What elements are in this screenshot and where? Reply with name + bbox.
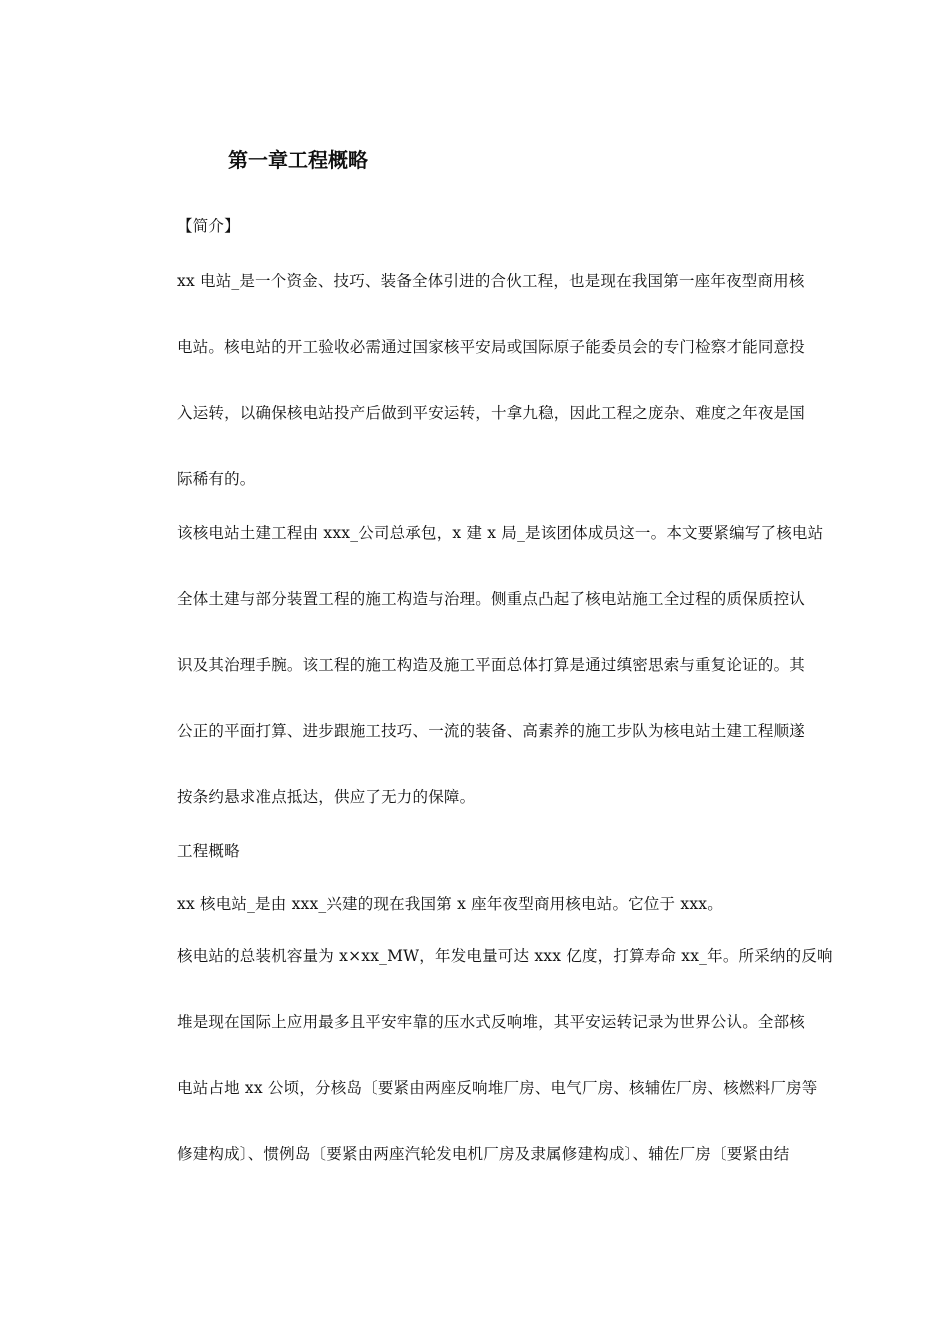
paragraph-line: 修建构成〕、惯例岛〔要紧由两座汽轮发电机厂房及隶属修建构成〕、辅佐厂房〔要紧由结 [177, 1145, 790, 1163]
paragraph-line: 核电站的总装机容量为 x×xx_MW，年发电量可达 xxx 亿度，打算寿命 xx_年。所采纳的反响 [177, 947, 833, 965]
paragraph-line: 全体土建与部分装置工程的施工构造与治理。侧重点凸起了核电站施工全过程的质保质控认 [177, 590, 806, 608]
paragraph-line: 识及其治理手腕。该工程的施工构造及施工平面总体打算是通过缜密思索与重复论证的。其 [177, 656, 806, 674]
paragraph-line: 按条约悬求准点抵达，供应了无力的保障。 [177, 788, 476, 806]
paragraph-line: 公正的平面打算、进步跟施工技巧、一流的装备、高素养的施工步队为核电站土建工程顺遂 [177, 722, 806, 740]
section-heading-overview: 工程概略 [177, 842, 240, 860]
paragraph-line: 电站占地 xx 公顷，分核岛〔要紧由两座反响堆厂房、电气厂房、核辅佐厂房、核燃料厂房等 [177, 1079, 818, 1097]
paragraph-line: 际稀有的。 [177, 470, 256, 488]
paragraph-line: xx 电站_是一个资金、技巧、装备全体引进的合伙工程，也是现在我国第一座年夜型商用核 [177, 272, 805, 290]
section-heading-intro: 【简介】 [177, 217, 240, 235]
paragraph-line: 堆是现在国际上应用最多且平安牢靠的压水式反响堆，其平安运转记录为世界公认。全部核 [177, 1013, 806, 1031]
paragraph-line: 电站。核电站的开工验收必需通过国家核平安局或国际原子能委员会的专门检察才能同意投 [177, 338, 806, 356]
paragraph-line: 入运转，以确保核电站投产后做到平安运转，十拿九稳，因此工程之庞杂、难度之年夜是国 [177, 404, 806, 422]
paragraph-line: xx 核电站_是由 xxx_兴建的现在我国第 x 座年夜型商用核电站。它位于 xxx。 [177, 895, 723, 913]
chapter-title: 第一章工程概略 [228, 148, 368, 172]
paragraph-line: 该核电站土建工程由 xxx_公司总承包，x 建 x 局_是该团体成员这一。本文要紧编写了核电站 [177, 524, 824, 542]
